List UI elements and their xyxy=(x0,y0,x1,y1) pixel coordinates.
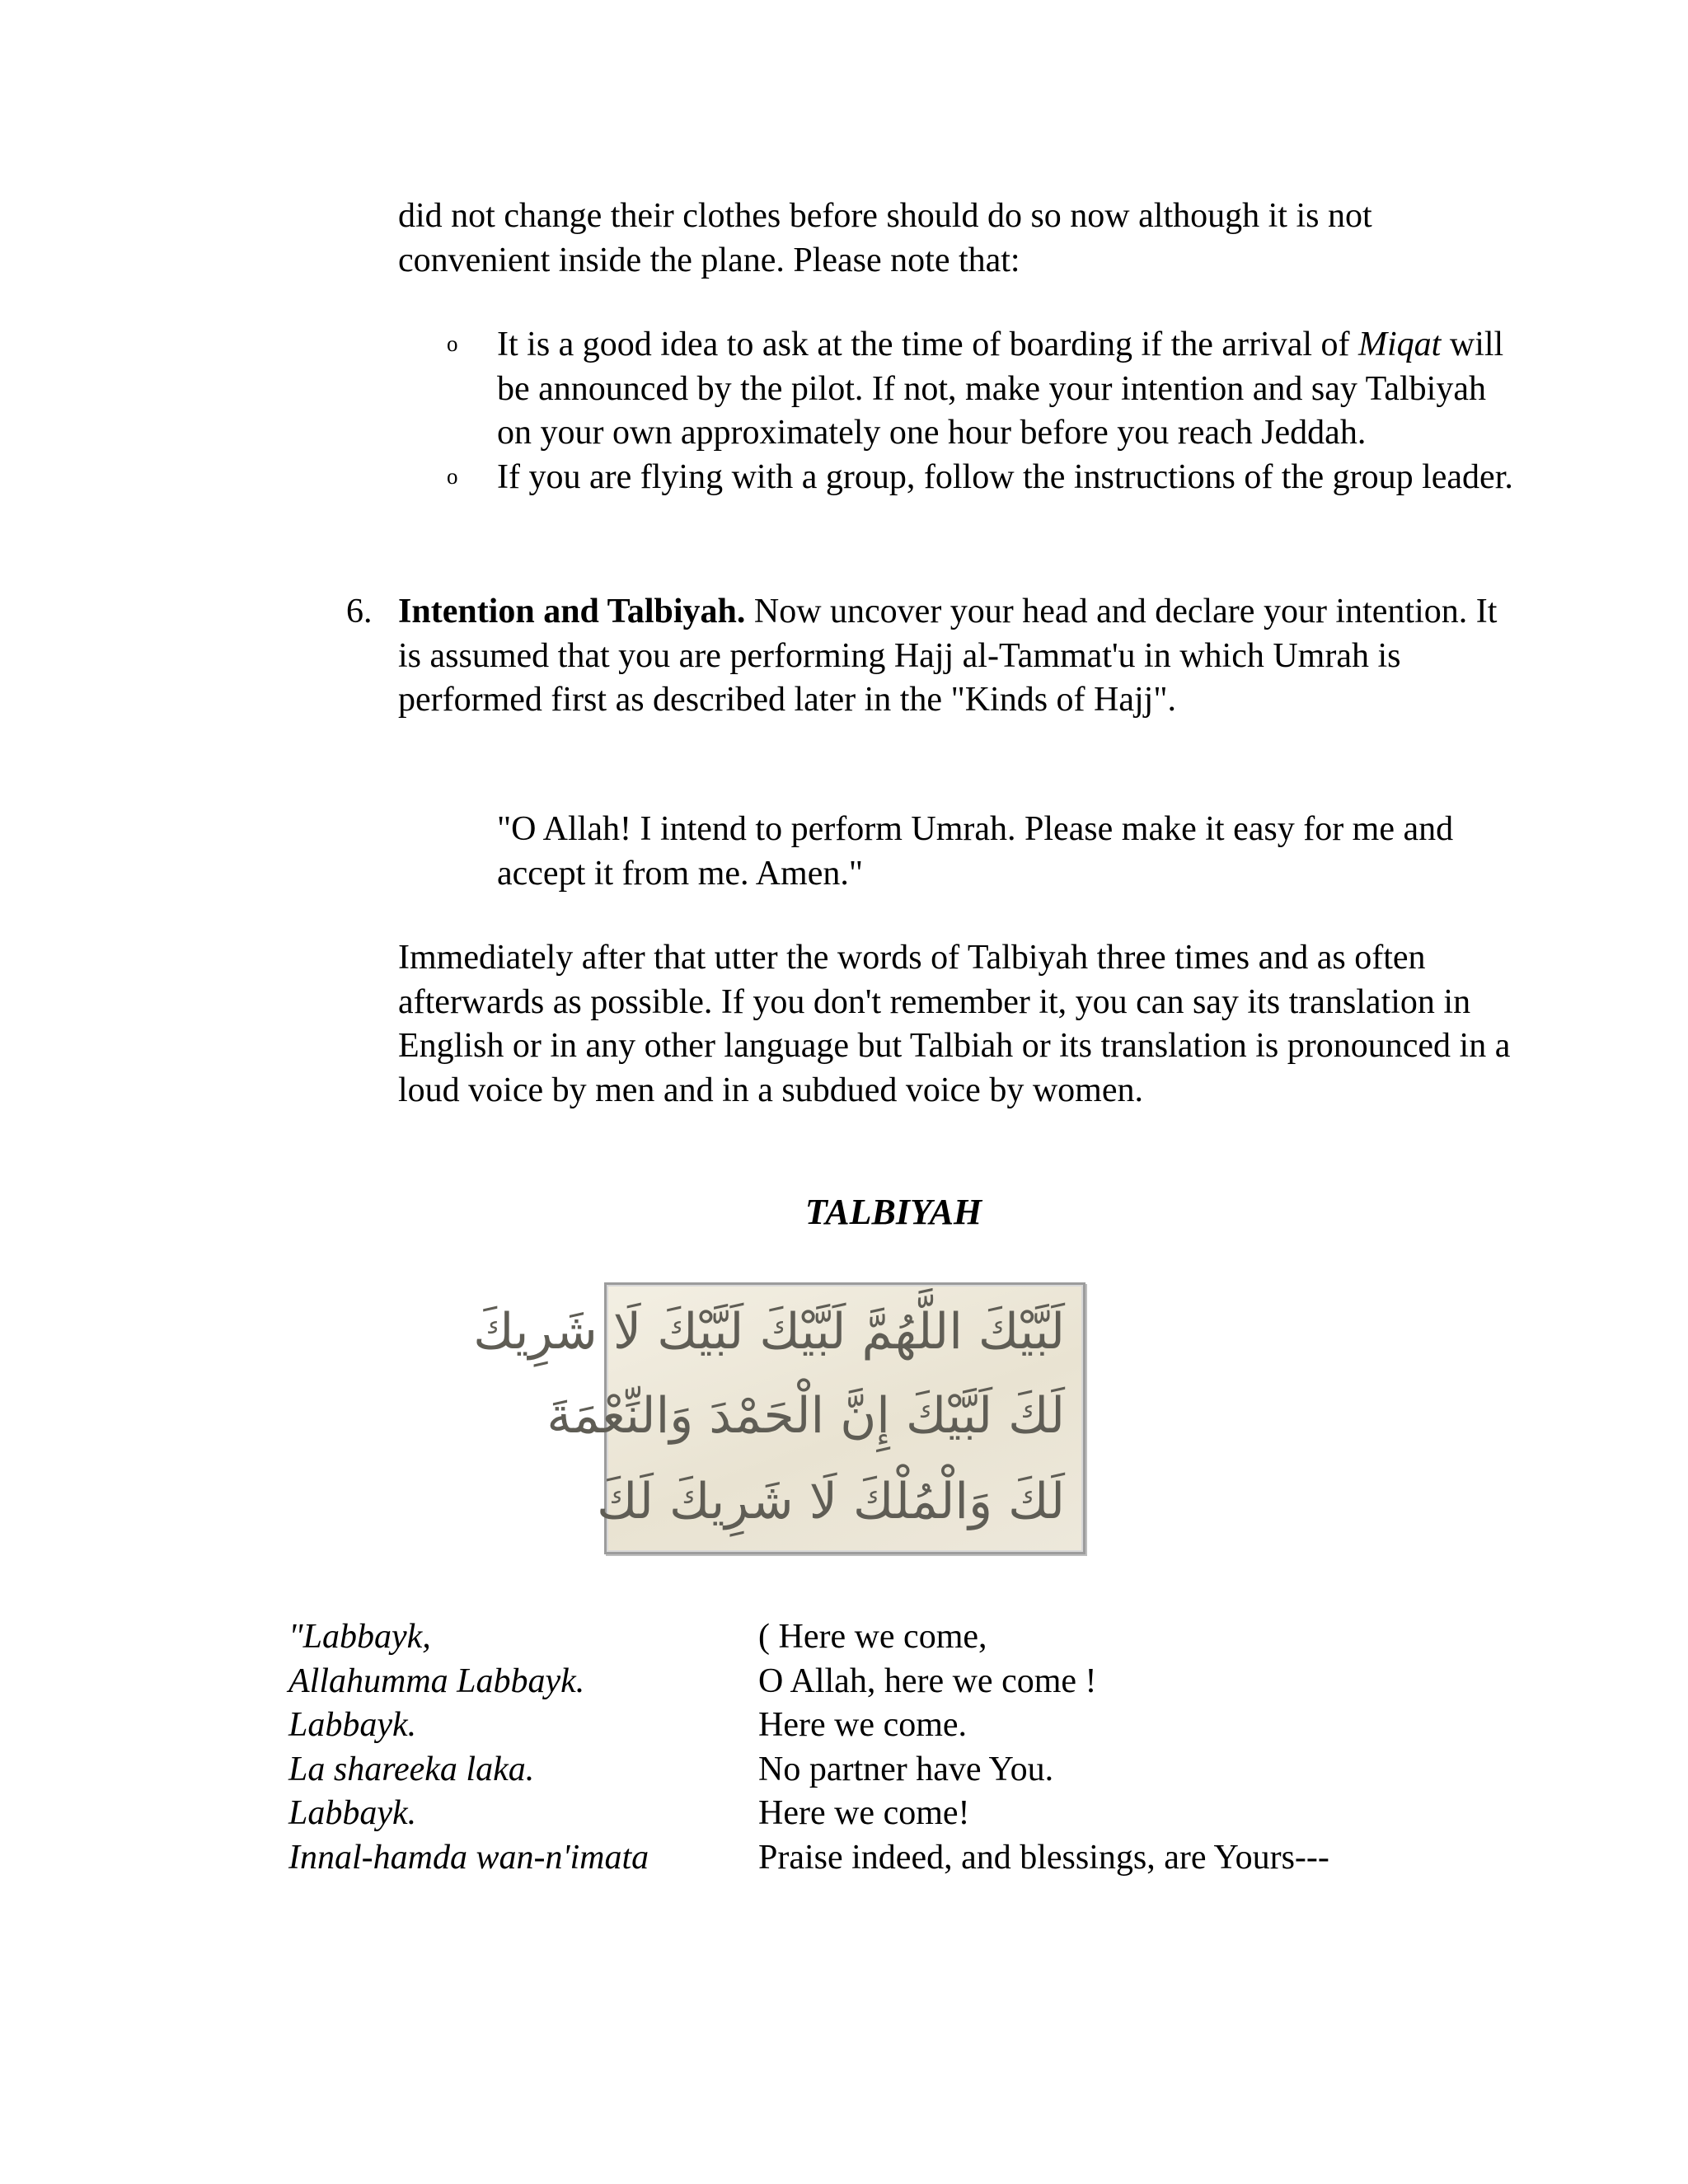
arabic-talbiyah-image xyxy=(473,1282,1085,1554)
transliteration-cell: Labbayk. xyxy=(288,1794,417,1832)
arabic-line: لَبَّيْكَ اللَّهُمَّ لَبَّيْكَ لَبَّيْكَ لَا شَرِيكَ xyxy=(473,1303,1065,1361)
bullet-text-cont: will be announced by the pilot. If not, make your intention and say Talbiyah on your own approximately one hour before you reach Jeddah. xyxy=(497,326,1504,452)
item-text: Now uncover your head and declare your intention. It is assumed that you are performing Hajj al-Tammat'u in which Umrah is performed first as described later in the "Kinds of Hajj". xyxy=(398,593,1498,719)
table-row xyxy=(288,1836,1525,1881)
table-row xyxy=(288,1615,1525,1660)
bullet-text: It is a good idea to ask at the time of boarding if the arrival of xyxy=(497,326,1359,363)
bullet-text: If you are flying with a group, follow the instructions of the group leader. xyxy=(497,457,1513,496)
table-row xyxy=(288,1704,1525,1748)
list-item xyxy=(445,456,1525,500)
meaning-cell: ( Here we come, xyxy=(758,1618,987,1656)
transliteration-cell: "Labbayk, xyxy=(288,1618,431,1656)
intro-paragraph: did not change their clothes before should do so now although it is not convenient inside the plane. Please note that: xyxy=(398,197,1372,279)
transliteration-cell: La shareeka laka. xyxy=(288,1750,535,1788)
translation-table xyxy=(288,1615,1525,1880)
list-item xyxy=(445,323,1525,456)
intention-quote: "O Allah! I intend to perform Umrah. Please make it easy for me and accept it from me. Amen." xyxy=(497,810,1454,893)
item-title: Intention and Talbiyah. xyxy=(398,593,746,630)
meaning-cell: Praise indeed, and blessings, are Yours--- xyxy=(758,1838,1329,1877)
meaning-cell: Here we come. xyxy=(758,1706,968,1744)
bullet-marker: o xyxy=(447,463,458,489)
meaning-cell: Here we come! xyxy=(758,1794,970,1832)
bullet-list xyxy=(445,323,1525,499)
table-row xyxy=(288,1748,1525,1793)
instructions-paragraph: Immediately after that utter the words of Talbiyah three times and as often afterwards as possible. If you don't remember it, you can say its translation in English or in any other language but Talbiah or its translation is pronounced in a loud voice by men and in a subdued voice by women. xyxy=(398,939,1511,1109)
meaning-cell: O Allah, here we come ! xyxy=(758,1661,1097,1700)
section-heading: TALBIYAH xyxy=(804,1192,982,1232)
item-body xyxy=(398,590,1519,723)
table-row xyxy=(288,1792,1525,1836)
arabic-line: لَكَ وَالْمُلْكَ لَا شَرِيكَ لَكَ xyxy=(597,1473,1065,1530)
bullet-marker: o xyxy=(447,331,458,356)
table-row xyxy=(288,1660,1525,1704)
item-number: 6. xyxy=(346,593,373,630)
transliteration-cell: Innal-hamda wan-n'imata xyxy=(288,1838,649,1877)
meaning-cell: No partner have You. xyxy=(758,1750,1054,1788)
transliteration-cell: Labbayk. xyxy=(288,1706,417,1744)
miqat-term: Miqat xyxy=(1358,326,1442,363)
arabic-line: لَكَ لَبَّيْكَ إِنَّ الْحَمْدَ وَالنِّعْمَةَ xyxy=(546,1387,1065,1445)
transliteration-cell: Allahumma Labbayk. xyxy=(288,1661,585,1700)
